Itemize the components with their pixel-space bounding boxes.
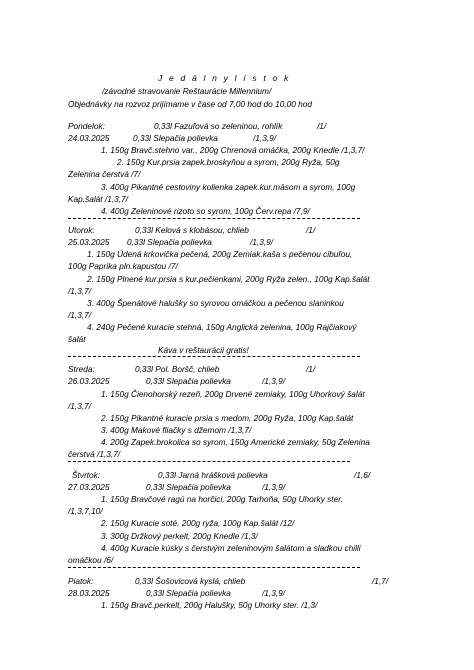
menu-line: 1. 150g Údená krkovička pečená, 200g Zemiak.kaša s pečenou cibuľou, [87,249,353,259]
menu-line: /1,3,7,10/ [68,506,103,516]
menu-line: /1,3,7/ [68,401,92,411]
day-name: Streda: [68,364,95,374]
order-hours: Objednávky na rozvoz prijímame v čase od 7,00 hod do 10,00 hod [68,99,312,109]
menu-line: 3. 400g Špenátové halušky so syrovou omáčkou a pečenou slaninkou [87,298,344,308]
menu-line: čerstvá /1,3,7/ [68,449,121,459]
soup-2-allergens: /1,3,9/ [262,376,286,386]
day-name: Piatok: [68,576,94,586]
menu-line: 100g Paprika pln.kapustou /7/ [68,261,178,271]
menu-line: 4. 400g Kuracie kúsky s čerstvým zeleninovým šalátom a sladkou chilli [101,543,361,553]
menu-line: 3. 400g Makové fliačky s džemom /1,3,7/ [101,425,252,435]
soup-2: 0,33l Slepačia polievka [127,237,212,247]
soup-2-allergens: /1,3,9/ [250,237,274,247]
soup-1: 0,33l Pol. Boršč, chlieb [135,364,220,374]
day-name: Štvrtok: [72,470,101,480]
menu-line: Zelenina čerstvá /7/ [68,169,141,179]
soup-2-allergens: /1,3,9/ [262,588,286,598]
section-divider [68,218,360,219]
soup-2: 0,33l Slepačia polievka [146,588,231,598]
menu-line: /1,3,7/ [68,310,92,320]
soup-1-allergens: /1,7/ [372,576,389,586]
soup-2: 0,33l Slepačia polievka [133,133,218,143]
menu-line: 2. 150g Plnené kur.prsia s kur.pečienkami, 200g Ryža zelen., 100g Kap.šalát [87,274,370,284]
menu-line: 4. 200g Zapek.brokolica so syrom, 150g Americké zemiaky, 50g Zelenina [101,437,370,447]
menu-line: 2. 150g Kur.prsia zapek.broskyňou a syrom, 200g Ryža, 50g [117,157,340,167]
menu-line: Kap.šalát /1,3,7/ [68,194,128,204]
menu-line: 2. 150g Kuracie soté, 200g ryža, 100g Kap.šalát /12/ [101,518,295,528]
menu-line: 4. 240g Pečené kuracie stehná, 150g Anglická zelenina, 100g Rajčiakový [87,322,357,332]
soup-1-allergens: /1/ [306,225,316,235]
day-date: 27.03.2025 [68,482,110,492]
menu-line: šalát [68,334,86,344]
day-date: 24.03.2025 [68,133,110,143]
soup-1: 0,33l Fazuľová so zeleninou, rohlík [154,121,283,131]
day-name: Pondelok: [68,121,105,131]
soup-1: 0,33l Kelová s klobásou, chlieb [135,225,249,235]
menu-title: J e d á l n y l í s t o k [158,73,291,83]
menu-subtitle: /závodné stravovanie Reštaurácie Millennium/ [102,86,272,96]
day-date: 25.03.2025 [68,237,110,247]
soup-1: 0,33l Šošovicová kyslá, chlieb [135,576,246,586]
soup-2: 0,33l Slepačia polievka [146,482,231,492]
promo-note: Káva v reštaurácii gratis! [158,345,249,355]
menu-line: 1. 150g Čienohorský rezeň, 200g Drvené zemiaky, 100g Uhorkový šalát [101,389,365,399]
soup-2-allergens: /1,3,9/ [262,482,286,492]
menu-line: 3. 400g Pikantné cestoviny kolienka zapek.kur.mäsom a syrom, 100g [101,182,356,192]
menu-line: /1,3,7/ [68,286,92,296]
day-name: Utorok: [68,225,95,235]
menu-line: 2. 150g Pikantné kuracie prsia s medom, 200g Ryža, 100g Kap.šalát [101,413,354,423]
section-divider [68,356,360,357]
day-date: 26.03.2025 [68,376,110,386]
menu-line: omáčkou /6/ [68,555,114,565]
section-divider [68,461,350,462]
day-date: 28.03.2025 [68,588,110,598]
soup-2: 0,33l Slepačia polievka [146,376,231,386]
menu-line: 1. 150g Bravčové ragú na horčici, 200g Tarhoňa, 50g Uhorky ster. [101,494,343,504]
menu-line: 4. 400g Zeleninové rizoto so syrom, 100g Červ.repa /7,9/ [101,206,310,216]
soup-1-allergens: /1,6/ [354,470,371,480]
menu-line: 1. 150g Bravč.stehno var., 200g Chrenová omáčka, 200g Knedle /1,3,7/ [101,145,365,155]
soup-1-allergens: /1/ [306,364,316,374]
menu-line: 1. 150g Bravč.perkelt, 200g Halušky, 50g Uhorky ster. /1,3/ [101,600,318,610]
soup-2-allergens: /1,3,9/ [253,133,277,143]
section-divider [68,567,360,568]
soup-1-allergens: /1/ [317,121,327,131]
soup-1: 0,33l Jarná hrášková polievka [158,470,268,480]
menu-line: 3. 300g Držkový perkelt, 200g Knedle /1,3/ [101,531,258,541]
